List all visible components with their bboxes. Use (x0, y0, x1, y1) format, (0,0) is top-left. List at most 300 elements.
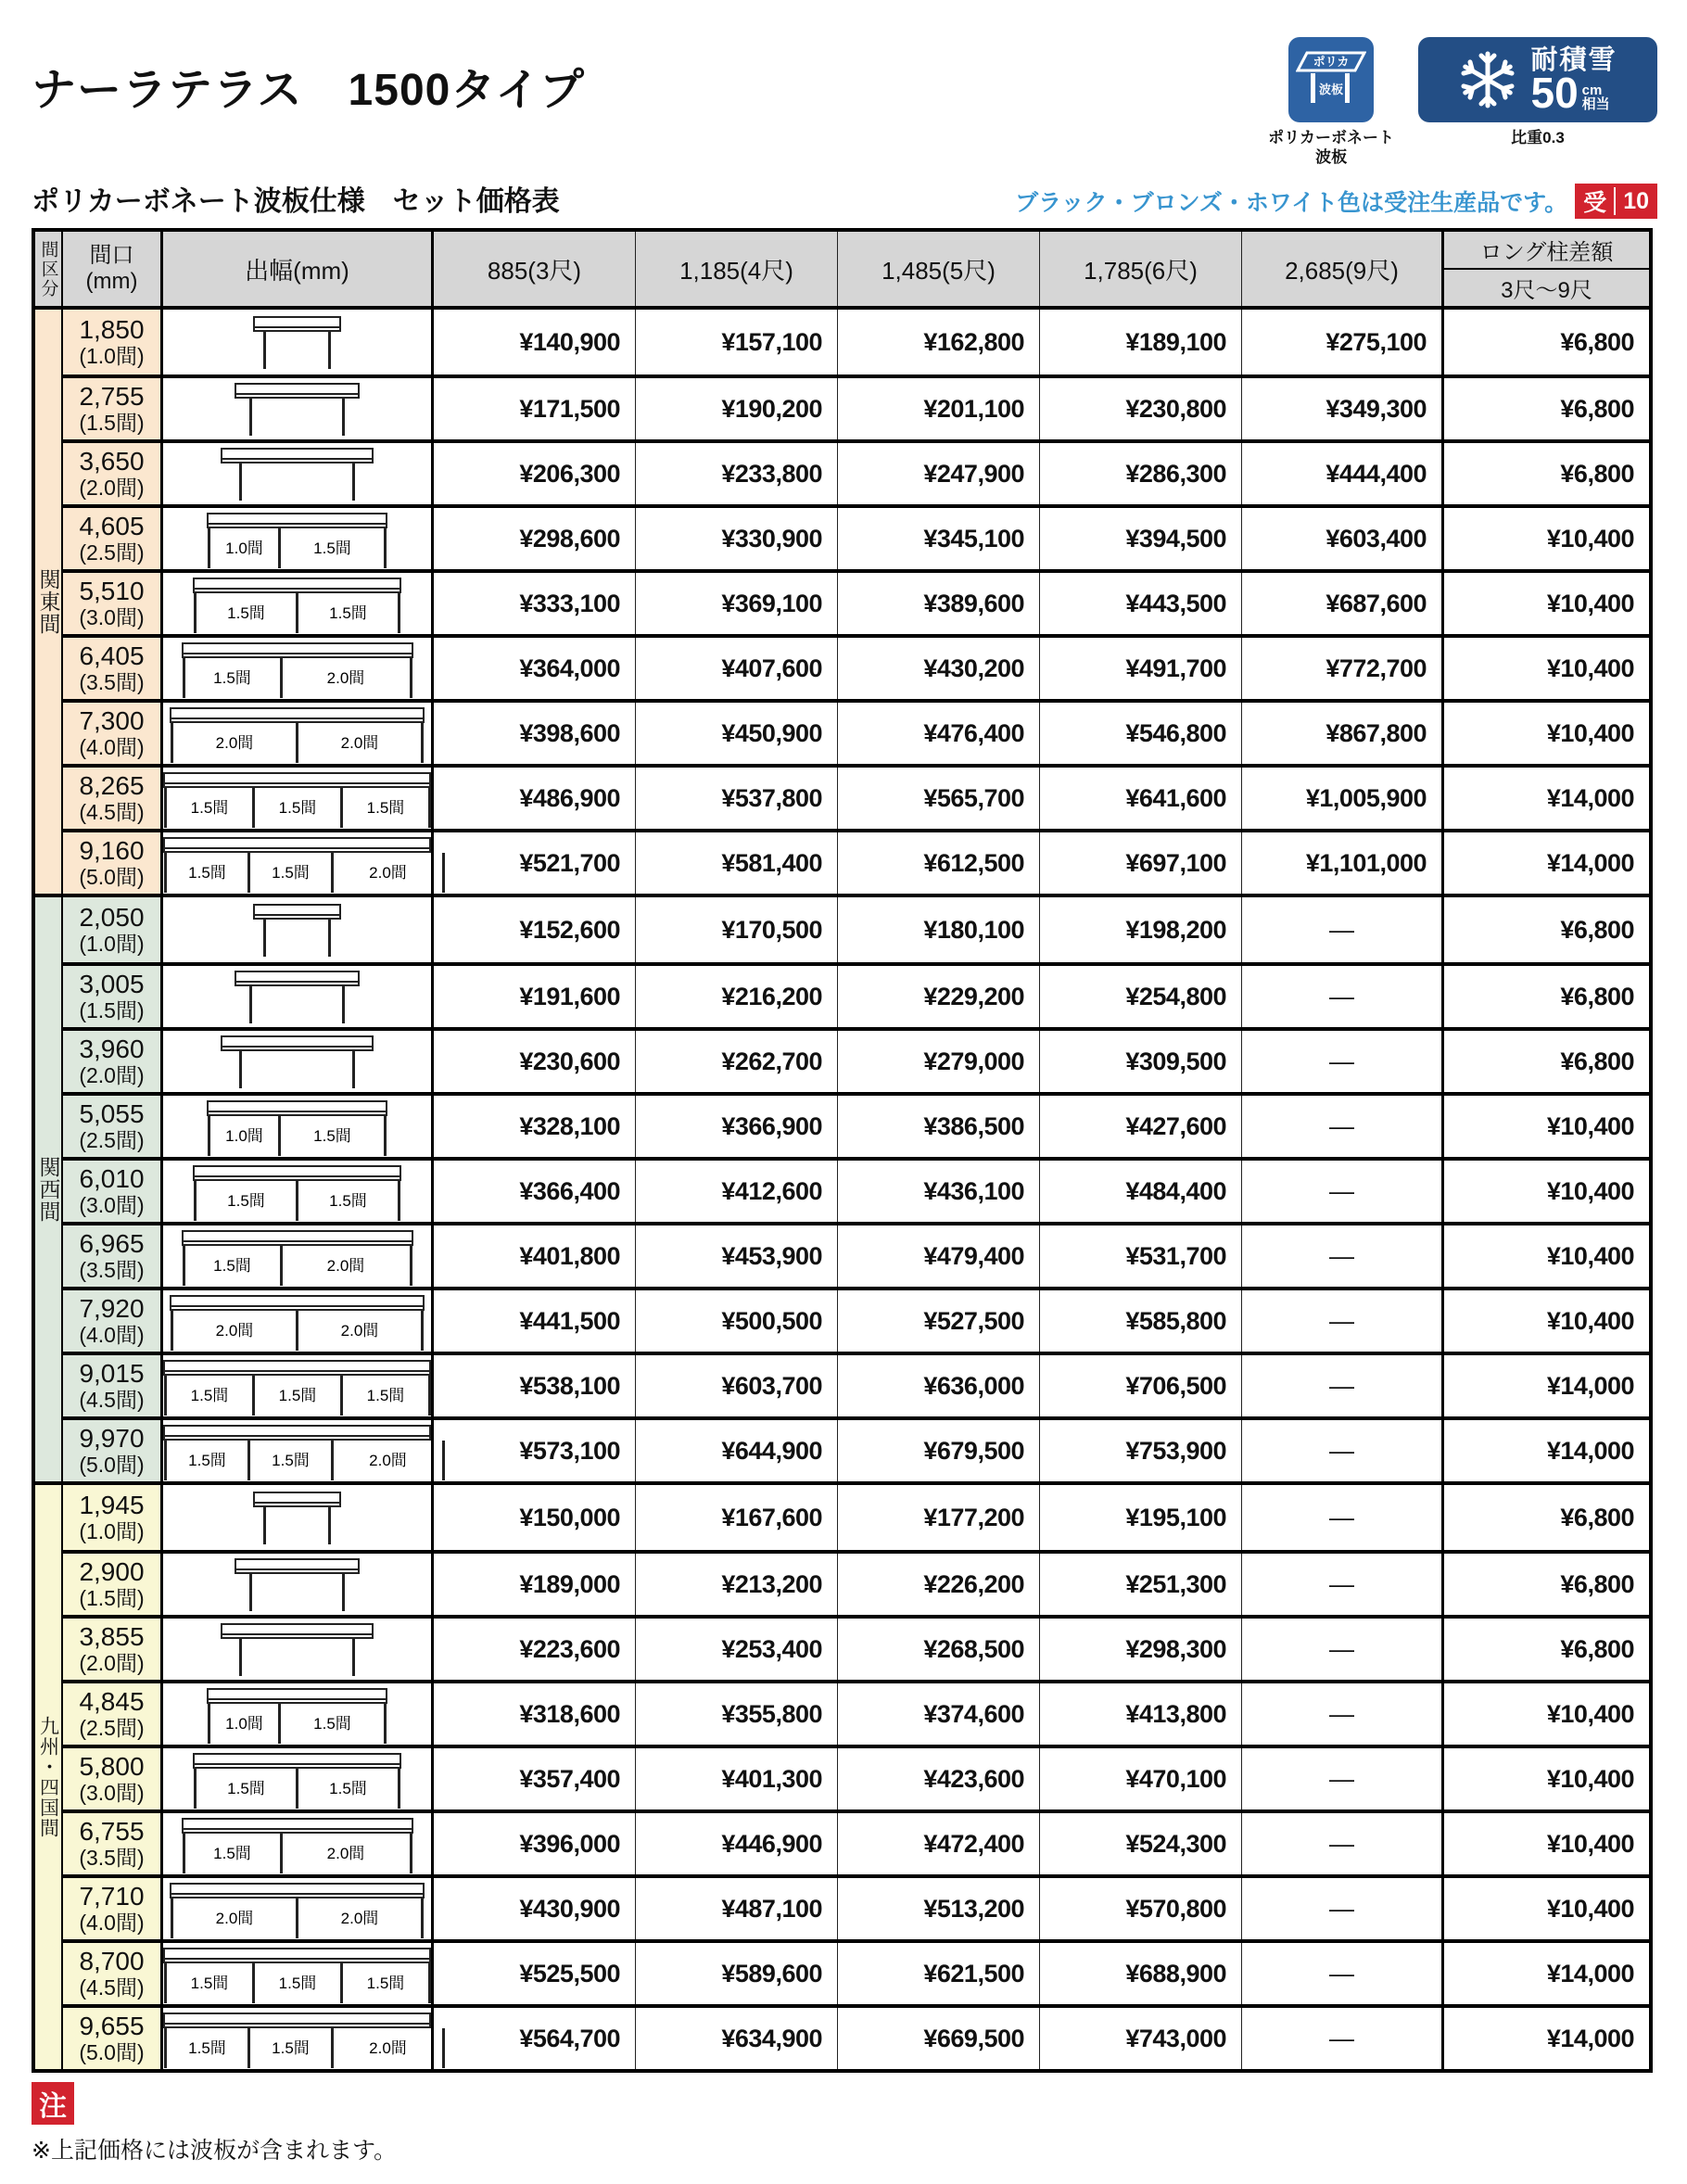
table-row (63, 699, 1649, 764)
price-cell: ¥254,800 (1040, 966, 1242, 1027)
product-badges (1268, 37, 1657, 168)
price-cell: ¥669,500 (838, 2008, 1040, 2069)
price-cell: ¥487,100 (636, 1878, 838, 1939)
price-cell: ¥413,800 (1040, 1683, 1242, 1745)
debaba-cell (163, 1161, 434, 1222)
price-cell: ¥573,100 (434, 1420, 636, 1481)
maguchi-value: 8,265 (79, 770, 145, 800)
maguchi-value: 2,050 (79, 902, 145, 932)
terrace-post (442, 1441, 445, 1480)
debaba-cell (163, 1748, 434, 1809)
price-cell: ¥612,500 (838, 832, 1040, 894)
maguchi-value: 6,965 (79, 1228, 145, 1258)
price-table (32, 228, 1653, 2073)
terrace-post (164, 853, 167, 893)
maguchi-cell (63, 1619, 163, 1680)
terrace-post (296, 723, 298, 763)
terrace-diagram (163, 1421, 431, 1480)
price-cell: ¥679,500 (838, 1420, 1040, 1481)
price-cell: ¥180,100 (838, 897, 1040, 962)
table-section (35, 1481, 1649, 2069)
terrace-roof (253, 1492, 341, 1507)
price-cell: ¥491,700 (1040, 638, 1242, 699)
terrace-diagram (182, 1814, 413, 1873)
maguchi-cell (63, 1225, 163, 1287)
span-label: 1.5間 (278, 1387, 317, 1404)
price-cell: ¥330,900 (636, 508, 838, 569)
debaba-cell (163, 966, 434, 1027)
section-label (35, 897, 63, 1481)
maguchi-ken: (4.5間) (79, 799, 145, 824)
terrace-roof (221, 448, 374, 463)
long-diff-cell: ¥10,400 (1546, 1176, 1634, 1205)
maguchi-cell (63, 310, 163, 375)
terrace-icon (1296, 49, 1366, 110)
terrace-post (249, 986, 252, 1023)
maguchi-value: 2,900 (79, 1556, 145, 1586)
table-header (35, 232, 1649, 310)
span-label: 2.0間 (326, 1257, 365, 1275)
maguchi-ken: (2.5間) (79, 540, 145, 565)
price-cell: ¥484,400 (1040, 1161, 1242, 1222)
table-row (63, 1352, 1649, 1416)
maguchi-value: 7,710 (79, 1881, 145, 1911)
section-label-text: 九州・四国間 (37, 1716, 59, 1838)
debaba-cell (163, 2008, 434, 2069)
terrace-roof (163, 837, 431, 853)
snow-load-label: 耐積雪 (1530, 44, 1617, 75)
price-cell: ¥177,200 (838, 1485, 1040, 1550)
span-label: 1.5間 (272, 2039, 310, 2057)
table-section (35, 310, 1649, 894)
maguchi-ken: (1.5間) (79, 997, 145, 1022)
terrace-post (340, 1376, 343, 1416)
table-row (63, 897, 1649, 962)
maguchi-value: 3,650 (79, 446, 145, 476)
price-cell: ¥423,600 (838, 1748, 1040, 1809)
table-subtitle: ポリカーボネート波板仕様 セット価格表 (32, 186, 560, 217)
price-cell: ¥603,400 (1242, 508, 1444, 569)
price-cell: — (1242, 1355, 1444, 1416)
price-cell: ¥152,600 (434, 897, 636, 962)
terrace-post (194, 593, 197, 633)
debaba-cell (163, 310, 434, 375)
price-cell: ¥524,300 (1040, 1813, 1242, 1874)
table-row (63, 2004, 1649, 2069)
price-cell: ¥251,300 (1040, 1554, 1242, 1615)
span-label: 2.0間 (369, 864, 407, 882)
span-label: 1.5間 (227, 1192, 265, 1210)
terrace-diagram (253, 900, 341, 959)
price-cell: ¥206,300 (434, 443, 636, 504)
maguchi-ken: (4.0間) (79, 1322, 145, 1347)
terrace-roof (163, 1360, 431, 1376)
terrace-post (278, 1704, 281, 1744)
terrace-post (278, 1116, 281, 1156)
snow-load-value: 50 (1530, 68, 1579, 117)
price-cell: ¥697,100 (1040, 832, 1242, 894)
debaba-cell (163, 1355, 434, 1416)
span-label: 2.0間 (215, 1322, 254, 1340)
maguchi-cell (63, 1355, 163, 1416)
debaba-cell (163, 1096, 434, 1157)
span-label: 2.0間 (369, 2039, 407, 2057)
span-label: 1.5間 (213, 1845, 251, 1862)
maguchi-ken: (1.0間) (79, 343, 145, 368)
maguchi-ken: (2.0間) (79, 1062, 145, 1087)
maguchi-cell (63, 897, 163, 962)
maguchi-cell (63, 832, 163, 894)
note-badge: 注 (32, 2082, 74, 2125)
price-cell: ¥444,400 (1242, 443, 1444, 504)
price-cell: ¥198,200 (1040, 897, 1242, 962)
price-cell: ¥634,900 (636, 2008, 838, 2069)
price-cell: ¥389,600 (838, 573, 1040, 634)
table-row (63, 569, 1649, 634)
long-diff-cell: ¥14,000 (1546, 848, 1634, 877)
span-label: 1.5間 (366, 1387, 405, 1404)
maguchi-value: 3,855 (79, 1621, 145, 1651)
maguchi-cell (63, 1943, 163, 2004)
terrace-post (428, 1376, 431, 1416)
terrace-post (340, 1963, 343, 2003)
price-cell: ¥345,100 (838, 508, 1040, 569)
maguchi-cell (63, 1748, 163, 1809)
terrace-roof (182, 642, 413, 658)
table-row (63, 1157, 1649, 1222)
terrace-post (328, 332, 331, 369)
long-diff-cell: ¥10,400 (1546, 589, 1634, 617)
terrace-roof (170, 707, 425, 723)
long-diff-cell: ¥10,400 (1546, 1699, 1634, 1728)
price-cell: ¥538,100 (434, 1355, 636, 1416)
terrace-diagram (163, 1356, 431, 1416)
price-cell: ¥230,800 (1040, 378, 1242, 439)
price-cell: ¥525,500 (434, 1943, 636, 2004)
maguchi-cell (63, 378, 163, 439)
terrace-post (328, 1507, 331, 1544)
terrace-diagram (207, 1097, 387, 1156)
table-row (63, 1416, 1649, 1481)
span-label: 1.5間 (188, 864, 226, 882)
terrace-post (171, 723, 173, 763)
terrace-roof (207, 513, 387, 528)
table-row (63, 1874, 1649, 1939)
price-cell: ¥247,900 (838, 443, 1040, 504)
terrace-roof (235, 383, 360, 399)
header-1185: 1,185(4尺) (636, 232, 838, 306)
section-label-text: 関東間 (36, 568, 61, 635)
table-row (63, 1809, 1649, 1874)
maguchi-value: 6,755 (79, 1816, 145, 1846)
terrace-diagram (170, 1879, 425, 1938)
span-label: 2.0間 (340, 1910, 379, 1927)
table-row (63, 1745, 1649, 1809)
price-cell: ¥636,000 (838, 1355, 1040, 1416)
terrace-post (263, 1507, 266, 1544)
terrace-diagram (182, 1226, 413, 1286)
maguchi-cell (63, 1161, 163, 1222)
price-cell: ¥213,200 (636, 1554, 838, 1615)
maguchi-ken: (4.0間) (79, 1910, 145, 1935)
maguchi-value: 2,755 (79, 381, 145, 411)
maguchi-ken: (3.0間) (79, 1192, 145, 1217)
terrace-post (249, 1574, 252, 1611)
polycarbonate-caption: ポリカーボネート 波板 (1268, 129, 1394, 167)
debaba-cell (163, 378, 434, 439)
price-cell: ¥190,200 (636, 378, 838, 439)
maguchi-cell (63, 508, 163, 569)
maguchi-value: 7,300 (79, 705, 145, 735)
page-title: ナーラテラス 1500タイプ (32, 66, 585, 115)
section-rows (63, 310, 1649, 894)
terrace-roof (193, 1753, 401, 1769)
table-row (63, 1027, 1649, 1092)
price-cell: ¥867,800 (1242, 703, 1444, 764)
long-diff-cell: ¥10,400 (1546, 1764, 1634, 1793)
price-cell: ¥446,900 (636, 1813, 838, 1874)
terrace-post (252, 1963, 255, 2003)
snow-load-badge (1418, 37, 1657, 147)
terrace-diagram (235, 967, 360, 1026)
debaba-cell (163, 1554, 434, 1615)
span-label: 2.0間 (340, 1322, 379, 1340)
long-diff-cell: ¥10,400 (1546, 718, 1634, 747)
long-diff-cell: ¥14,000 (1546, 1371, 1634, 1400)
maguchi-value: 1,850 (79, 314, 145, 344)
maguchi-value: 8,700 (79, 1946, 145, 1975)
span-label: 1.5間 (313, 540, 351, 557)
price-cell: — (1242, 1813, 1444, 1874)
debaba-cell (163, 508, 434, 569)
price-cell: ¥333,100 (434, 573, 636, 634)
terrace-post (249, 399, 252, 436)
price-cell: — (1242, 1225, 1444, 1287)
price-cell: ¥201,100 (838, 378, 1040, 439)
terrace-roof (253, 316, 341, 332)
maguchi-ken: (5.0間) (79, 864, 145, 889)
snow-load-tile: 耐積雪 50 cm 相当 (1418, 37, 1657, 122)
price-cell: — (1242, 1485, 1444, 1550)
long-diff-cell: ¥6,800 (1560, 1047, 1634, 1075)
span-label: 1.5間 (329, 1192, 367, 1210)
terrace-post (263, 332, 266, 369)
long-diff-cell: ¥10,400 (1546, 524, 1634, 552)
price-cell: ¥223,600 (434, 1619, 636, 1680)
price-cell: ¥398,600 (434, 703, 636, 764)
price-cell: ¥318,600 (434, 1683, 636, 1745)
price-cell: — (1242, 1619, 1444, 1680)
terrace-post (164, 788, 167, 828)
price-cell: ¥472,400 (838, 1813, 1040, 1874)
terrace-post (278, 528, 281, 568)
price-cell: ¥140,900 (434, 310, 636, 375)
table-row (63, 375, 1649, 439)
terrace-roof (163, 2013, 431, 2028)
span-label: 1.5間 (313, 1715, 351, 1733)
terrace-diagram (163, 833, 431, 893)
price-cell: ¥366,400 (434, 1161, 636, 1222)
terrace-diagram (235, 1555, 360, 1614)
long-diff-cell: ¥6,800 (1560, 915, 1634, 944)
terrace-post (164, 1963, 167, 2003)
terrace-roof (221, 1035, 374, 1051)
terrace-post (352, 1051, 355, 1088)
long-diff-cell: ¥14,000 (1546, 783, 1634, 812)
terrace-post (421, 723, 424, 763)
span-label: 1.5間 (272, 1452, 310, 1469)
terrace-post (183, 1834, 185, 1873)
price-cell: — (1242, 1748, 1444, 1809)
terrace-roof (235, 971, 360, 986)
debaba-cell (163, 1225, 434, 1287)
long-diff-cell: ¥6,800 (1560, 1503, 1634, 1531)
terrace-post (183, 1246, 185, 1286)
price-cell: ¥170,500 (636, 897, 838, 962)
order-note-group (1015, 184, 1657, 219)
price-cell: ¥743,000 (1040, 2008, 1242, 2069)
price-cell: ¥527,500 (838, 1290, 1040, 1352)
price-cell: ¥688,900 (1040, 1943, 1242, 2004)
terrace-roof (193, 578, 401, 593)
terrace-diagram (163, 2009, 431, 2068)
terrace-post (296, 593, 298, 633)
span-label: 1.5間 (329, 604, 367, 622)
span-label: 1.0間 (225, 1715, 263, 1733)
maguchi-value: 3,005 (79, 969, 145, 998)
maguchi-cell (63, 768, 163, 829)
section-label-text: 関西間 (36, 1156, 61, 1223)
polycarbonate-icon (1288, 37, 1374, 122)
maguchi-ken: (5.0間) (79, 1452, 145, 1477)
span-label: 2.0間 (215, 734, 254, 752)
long-diff-cell: ¥10,400 (1546, 1306, 1634, 1335)
terrace-post (164, 2028, 167, 2068)
long-diff-cell: ¥6,800 (1560, 327, 1634, 356)
header-2685: 2,685(9尺) (1242, 232, 1444, 306)
table-row (63, 310, 1649, 375)
maguchi-value: 5,055 (79, 1098, 145, 1128)
price-cell: ¥581,400 (636, 832, 838, 894)
span-label: 2.0間 (326, 669, 365, 687)
span-label: 2.0間 (340, 734, 379, 752)
span-label: 1.5間 (190, 1387, 229, 1404)
maguchi-cell (63, 1031, 163, 1092)
snow-load-caption: 比重0.3 (1511, 129, 1565, 146)
debaba-cell (163, 1943, 434, 2004)
long-diff-cell: ¥10,400 (1546, 1894, 1634, 1923)
maguchi-cell (63, 1290, 163, 1352)
long-diff-cell: ¥6,800 (1560, 1634, 1634, 1663)
debaba-cell (163, 1878, 434, 1939)
terrace-diagram (207, 1684, 387, 1744)
maguchi-cell (63, 443, 163, 504)
section-label (35, 1485, 63, 2069)
maguchi-value: 6,010 (79, 1163, 145, 1193)
price-cell: ¥644,900 (636, 1420, 838, 1481)
price-cell: ¥603,700 (636, 1355, 838, 1416)
span-label: 1.0間 (225, 1127, 263, 1145)
maguchi-ken: (3.5間) (79, 1257, 145, 1282)
price-cell: ¥253,400 (636, 1619, 838, 1680)
terrace-post (331, 853, 334, 893)
terrace-post (384, 1704, 387, 1744)
price-cell: ¥427,600 (1040, 1096, 1242, 1157)
price-cell: — (1242, 897, 1444, 962)
price-cell: ¥275,100 (1242, 310, 1444, 375)
price-cell: ¥486,900 (434, 768, 636, 829)
price-cell: ¥500,500 (636, 1290, 838, 1352)
price-cell: ¥298,600 (434, 508, 636, 569)
price-cell: — (1242, 1031, 1444, 1092)
terrace-post (239, 1639, 242, 1676)
terrace-post (208, 528, 210, 568)
terrace-post (428, 788, 431, 828)
terrace-roof (163, 1425, 431, 1441)
table-row (63, 962, 1649, 1027)
debaba-cell (163, 1290, 434, 1352)
terrace-post (247, 2028, 250, 2068)
maguchi-cell (63, 1420, 163, 1481)
terrace-post (331, 2028, 334, 2068)
terrace-roof (207, 1688, 387, 1704)
debaba-cell (163, 1420, 434, 1481)
maguchi-value: 4,845 (79, 1686, 145, 1716)
span-label: 1.5間 (366, 799, 405, 817)
maguchi-cell (63, 1683, 163, 1745)
maguchi-cell (63, 2008, 163, 2069)
page-header (32, 37, 1657, 176)
price-cell: ¥1,005,900 (1242, 768, 1444, 829)
price-cell: ¥441,500 (434, 1290, 636, 1352)
span-label: 1.5間 (227, 1780, 265, 1797)
debaba-cell (163, 1813, 434, 1874)
terrace-post (421, 1898, 424, 1938)
maguchi-ken: (2.0間) (79, 475, 145, 500)
price-cell: ¥585,800 (1040, 1290, 1242, 1352)
terrace-post (410, 1834, 412, 1873)
terrace-post (171, 1898, 173, 1938)
maguchi-cell (63, 966, 163, 1027)
terrace-post (239, 1051, 242, 1088)
terrace-post (280, 1834, 283, 1873)
price-cell: ¥369,100 (636, 573, 838, 634)
span-label: 1.5間 (366, 1974, 405, 1992)
price-cell: ¥229,200 (838, 966, 1040, 1027)
terrace-diagram (221, 444, 374, 503)
section-rows (63, 897, 1649, 1481)
long-diff-cell: ¥14,000 (1546, 2024, 1634, 2052)
terrace-post (183, 658, 185, 698)
price-cell: ¥349,300 (1242, 378, 1444, 439)
footnote: ※上記価格には波板が含まれます。 (32, 2138, 397, 2164)
terrace-diagram (182, 639, 413, 698)
maguchi-ken: (3.0間) (79, 604, 145, 629)
terrace-post (239, 463, 242, 501)
maguchi-ken: (2.0間) (79, 1650, 145, 1675)
price-cell: ¥366,900 (636, 1096, 838, 1157)
terrace-roof (221, 1623, 374, 1639)
span-label: 2.0間 (326, 1845, 365, 1862)
span-label: 1.5間 (188, 2039, 226, 2057)
price-cell: ¥453,900 (636, 1225, 838, 1287)
terrace-roof (182, 1230, 413, 1246)
terrace-post (442, 853, 445, 893)
debaba-cell (163, 703, 434, 764)
price-cell: ¥189,000 (434, 1554, 636, 1615)
terrace-post (398, 1181, 400, 1221)
debaba-cell (163, 638, 434, 699)
